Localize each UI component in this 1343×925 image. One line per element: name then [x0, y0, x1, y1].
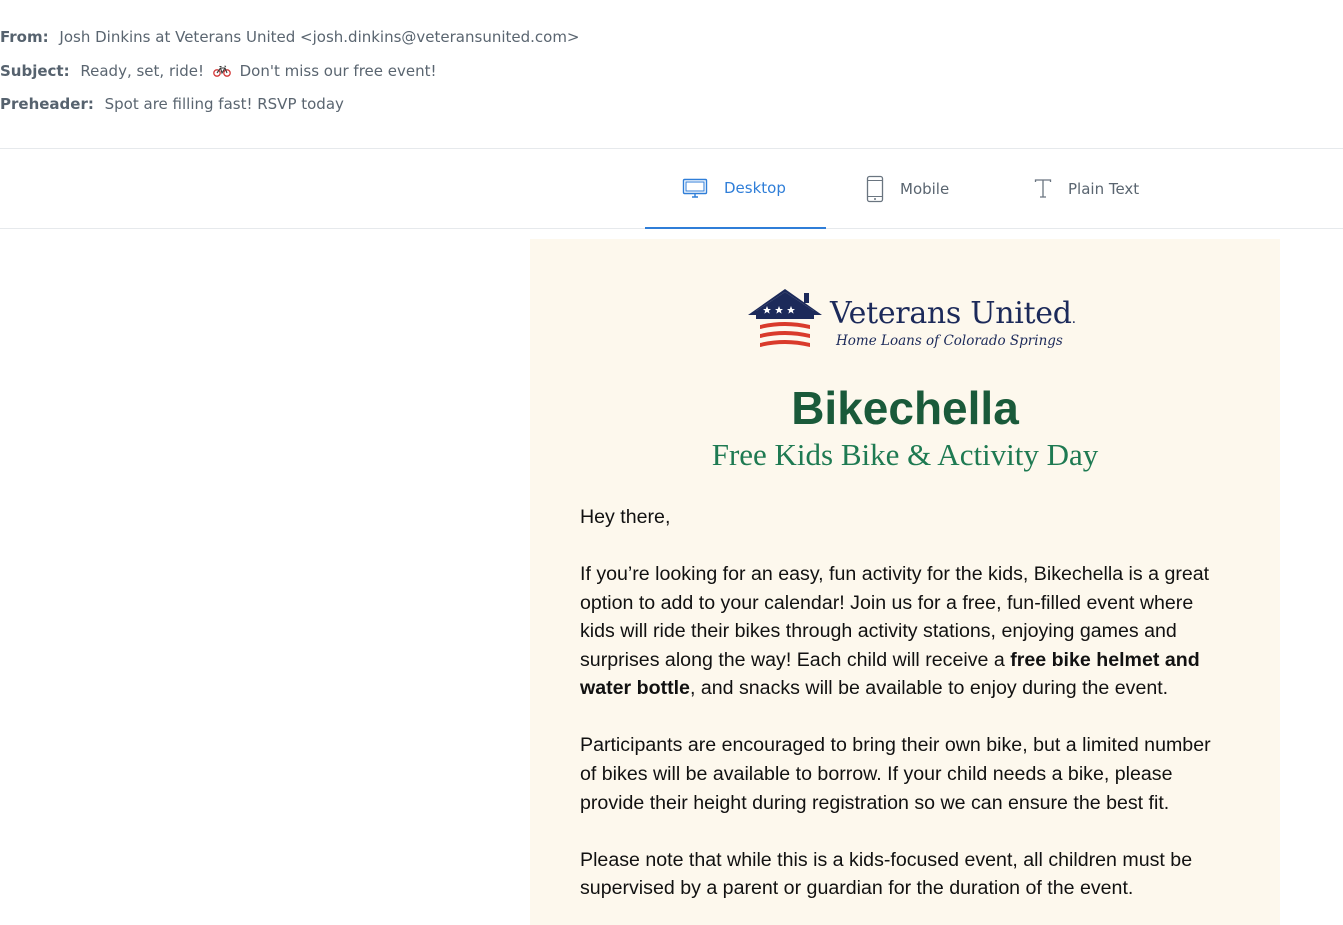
- email-headline: Bikechella: [791, 382, 1019, 434]
- from-label: From:: [0, 28, 49, 46]
- subject-value-start: Ready, set, ride!: [80, 61, 205, 80]
- preview-tabs: [0, 149, 1343, 229]
- paragraph-bikes: Participants are encouraged to bring their own bike, but a limited number of bikes will be available to borrow. If your child needs a bike, please provide their height during registration so we can ensure the best fit.: [580, 734, 1211, 814]
- email-subheadline: Free Kids Bike & Activity Day: [711, 437, 1099, 472]
- bold-helmet-text: free bike helmet and water bottle: [580, 648, 1200, 700]
- paragraph-intro: If you’re looking for an easy, fun activity for the kids, Bikechella is a great option to add to your calendar! Join us for a free, fun-filled event where kids will ride their bikes through activity stations, enjoying games and surprises along the way! Each child will receive a free bike helmet and water bottle, and snacks will be available to enjoy during the event.: [580, 562, 1210, 700]
- text-t-icon: [1034, 179, 1052, 199]
- preheader-value: Spot are filling fast! RSVP today: [104, 95, 344, 113]
- greeting: Hey there,: [580, 506, 671, 528]
- email-preview: [530, 239, 1280, 925]
- tab-mobile-label: Mobile: [900, 180, 950, 198]
- email-metadata: [0, 26, 580, 127]
- mobile-phone-icon: [866, 175, 884, 203]
- tab-desktop-label: Desktop: [724, 179, 786, 197]
- tab-mobile[interactable]: [866, 149, 949, 229]
- preheader-row: [0, 93, 580, 127]
- preheader-label: Preheader:: [0, 95, 94, 113]
- subject-value-end: Don't miss our free event!: [239, 61, 437, 80]
- desktop-monitor-icon: [682, 178, 708, 198]
- subject-label: Subject:: [0, 61, 70, 80]
- paragraph-supervision: Please note that while this is a kids-focused event, all children must be supervised by a parent or guardian for the duration of the event.: [580, 848, 1193, 900]
- logo-title: Veterans United.: [830, 296, 1076, 331]
- from-row: [0, 26, 580, 60]
- logo-subtitle: Home Loans of Colorado Springs: [836, 333, 1063, 349]
- email-body: [580, 503, 1230, 925]
- subject-row: [0, 60, 580, 94]
- tab-desktop[interactable]: [645, 149, 826, 229]
- tab-plain-text-label: Plain Text: [1068, 180, 1140, 198]
- tab-plain-text[interactable]: [1034, 149, 1139, 229]
- bicycle-emoji-icon: [213, 61, 231, 73]
- from-value: Josh Dinkins at Veterans United <josh.dinkins@veteransunited.com>: [59, 28, 580, 46]
